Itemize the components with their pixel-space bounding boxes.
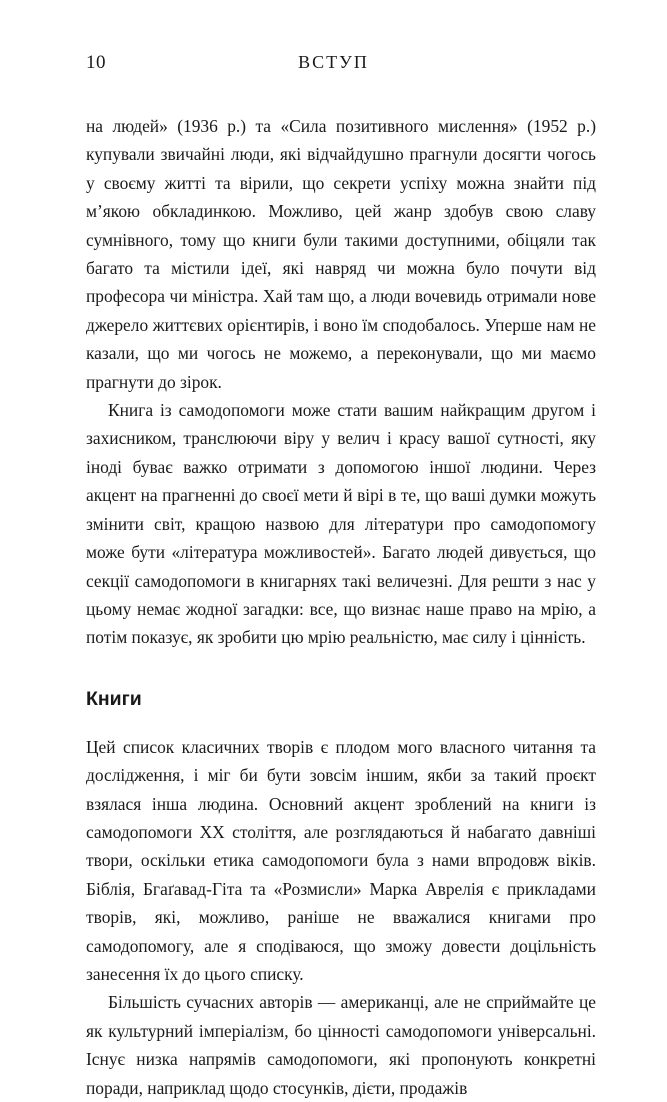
section-heading-books: Книги xyxy=(86,687,142,710)
body-paragraph-1: на людей» (1936 р.) та «Сила позитивного мислення» (1952 р.) купували звичайні люди, які відчайдушно прагнули досягти чогось у своєму житті та вірили, що секрети успіху можна знайти під м’якою обкладинкою. Можливо, цей жанр здобув свою славу сумнівного, тому що книги були такими доступними, обіцяли так багато та містили ідеї, які навряд чи можна було почути від професора чи міністра. Хай там що, а люди вочевидь отримали нове джерело життєвих орієнтирів, і воно їм сподобалось. Уперше нам не казали, що ми чогось не можемо, а переконували, що ми маємо прагнути до зірок. xyxy=(86,116,596,392)
body-paragraph-4: Більшість сучасних авторів — американці, але не сприймайте це як культурний імперіалізм, бо цінності самодопомоги універсальні. Існує низка напрямів самодопомоги, які пропонують конкретні поради, наприклад щодо стосунків, дієти, продажів xyxy=(86,992,596,1098)
body-paragraph-3: Цей список класичних творів є плодом мого власного читання та дослідження, і міг би бути зовсім іншим, якби за такий проєкт взялася інша людина. Основний акцент зроблений на книги із самодопомоги XX століття, але розглядаються й набагато давніші твори, оскільки етика самодопомоги була з нами впродовж віків. Біблія, Бгаґавад-Гіта та «Розмисли» Марка Аврелія є прикладами творів, які, можливо, раніше не вважалися книгами про самодопомогу, але я сподіваюся, що зможу довести доцільність занесення їх до цього списку. xyxy=(86,736,596,984)
chapter-title: ВСТУП xyxy=(298,52,369,72)
page-body xyxy=(86,112,596,1102)
page-number: 10 xyxy=(86,52,106,73)
running-header xyxy=(86,52,581,78)
body-paragraph-2: Книга із самодопомоги може стати вашим найкращим другом і захисником, транслюючи віру у велич і красу вашої сутності, яку іноді буває важко отримати з допомогою іншої людини. Через акцент на прагненні до своєї мети й вірі в те, що ваші думки можуть змінити світ, кращою назвою для літератури про самодопомогу може бути «література можливостей». Багато людей дивується, що секції самодопомоги в книгарнях такі величезні. Для решти з нас у цьому немає жодної загадки: все, що визнає наше право на мрію, а потім показує, як зробити цю мрію реальністю, має силу і цінність. xyxy=(86,400,596,648)
